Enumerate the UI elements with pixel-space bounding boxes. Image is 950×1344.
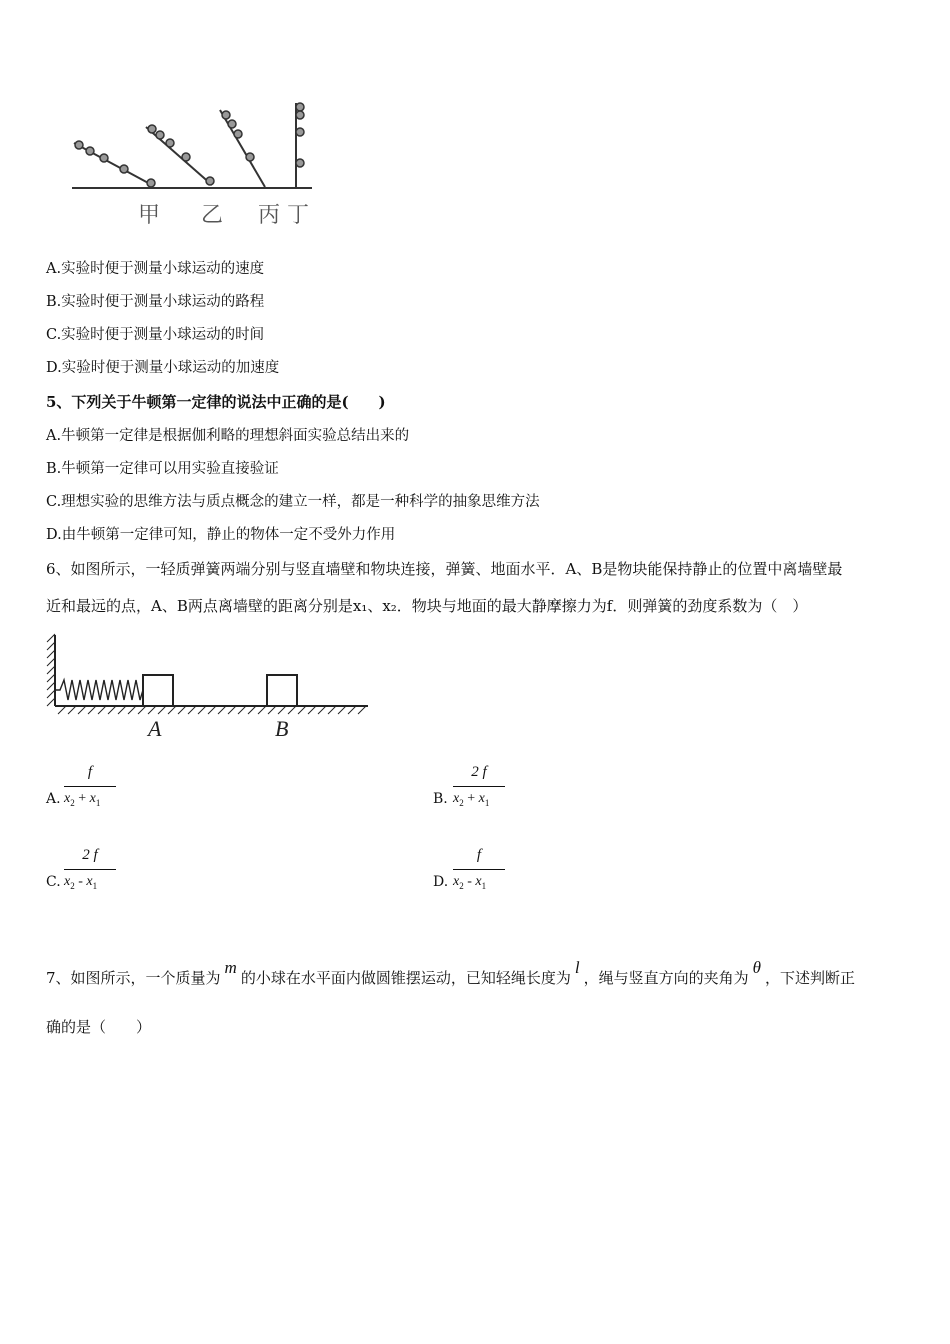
q7-var-l: l <box>574 958 580 977</box>
ball <box>156 131 164 139</box>
fraction-bar <box>64 869 116 870</box>
q5-option-b: B.牛顿第一定律可以用实验直接验证 <box>46 461 279 477</box>
q6-option-a-label: A. <box>46 791 61 807</box>
numerator: f <box>87 764 93 780</box>
spring-label-b: B <box>275 716 289 741</box>
ball <box>296 128 304 136</box>
denominator: $x_2 + x_1$ <box>64 791 101 808</box>
ball <box>86 147 94 155</box>
ball <box>166 139 174 147</box>
q6-option-b-label: B. <box>433 791 448 807</box>
q6-option-c-fraction <box>64 847 134 897</box>
floor-hatch <box>58 706 366 714</box>
wall-hatch <box>47 634 55 706</box>
ball <box>206 177 214 185</box>
ball <box>222 111 230 119</box>
fraction-bar <box>453 786 505 787</box>
q5-option-a: A.牛顿第一定律是根据伽利略的理想斜面实验总结出来的 <box>46 428 410 444</box>
q4-option-d: D.实验时便于测量小球运动的加速度 <box>46 360 280 376</box>
q6-option-b-fraction <box>453 764 523 814</box>
fig1-label-yi: 乙 <box>201 203 224 228</box>
q6-option-c-label: C. <box>46 874 61 890</box>
denominator: $x_2 - x_1$ <box>453 874 487 891</box>
block-b <box>267 675 297 706</box>
fraction-bar <box>64 786 116 787</box>
spring-figure <box>40 630 380 715</box>
q7-var-theta: θ <box>752 958 761 977</box>
ball <box>182 153 190 161</box>
q7-part1: 7、如图所示，一个质量为 <box>46 969 221 987</box>
q5-option-d: D.由牛顿第一定律可知，静止的物体一定不受外力作用 <box>46 527 396 543</box>
q5-option-c: C.理想实验的思维方法与质点概念的建立一样，都是一种科学的抽象思维方法 <box>46 494 540 510</box>
q6-option-d-fraction <box>453 847 523 897</box>
q4-option-a: A.实验时便于测量小球运动的速度 <box>46 261 265 277</box>
block-a <box>143 675 173 706</box>
q4-option-c: C.实验时便于测量小球运动的时间 <box>46 327 265 343</box>
q6-option-d-label: D. <box>433 874 449 890</box>
ball <box>228 120 236 128</box>
q7-stem-line1 <box>46 958 855 988</box>
q6-stem-line2: 近和最远的点，A、B两点离墙壁的距离分别是x₁、x₂．物块与地面的最大静摩擦力为f．则弹簧的劲度系数为（ ） <box>46 597 808 615</box>
q6-option-a-fraction <box>64 764 134 814</box>
ball <box>100 154 108 162</box>
q5-stem: 5、下列关于牛顿第一定律的说法中正确的是( ) <box>46 393 386 411</box>
numerator: 2 f <box>471 764 487 780</box>
ball <box>296 103 304 111</box>
spring <box>55 680 143 700</box>
ball <box>148 125 156 133</box>
q7-stem-line2: 确的是（ ） <box>46 1018 152 1036</box>
q7-var-m: m <box>224 958 237 977</box>
ball <box>246 153 254 161</box>
fig1-label-bing: 丙 <box>258 203 281 228</box>
ball <box>296 111 304 119</box>
ball <box>147 179 155 187</box>
denominator: $x_2 + x_1$ <box>453 791 490 808</box>
ball <box>234 130 242 138</box>
q7-part4: ，下述判断正 <box>764 969 855 987</box>
ball <box>75 141 83 149</box>
denominator: $x_2 - x_1$ <box>64 874 98 891</box>
q7-part2: 的小球在水平面内做圆锥摆运动，已知轻绳长度为 <box>240 969 571 987</box>
fig1-label-ding: 丁 <box>287 203 310 228</box>
numerator: f <box>476 847 482 863</box>
ball <box>120 165 128 173</box>
q6-stem-line1: 6、如图所示，一轻质弹簧两端分别与竖直墙壁和物块连接，弹簧、地面水平．A、B是物块能保持静止的位置中离墙壁最 <box>46 560 843 578</box>
ball <box>296 159 304 167</box>
q7-part3: ，绳与竖直方向的夹角为 <box>583 969 749 987</box>
spring-label-a: A <box>148 716 162 741</box>
fig1-label-jia: 甲 <box>138 203 161 228</box>
numerator: 2 f <box>82 847 98 863</box>
fraction-bar <box>453 869 505 870</box>
incline-bing <box>220 110 265 187</box>
q4-option-b: B.实验时便于测量小球运动的路程 <box>46 294 265 310</box>
